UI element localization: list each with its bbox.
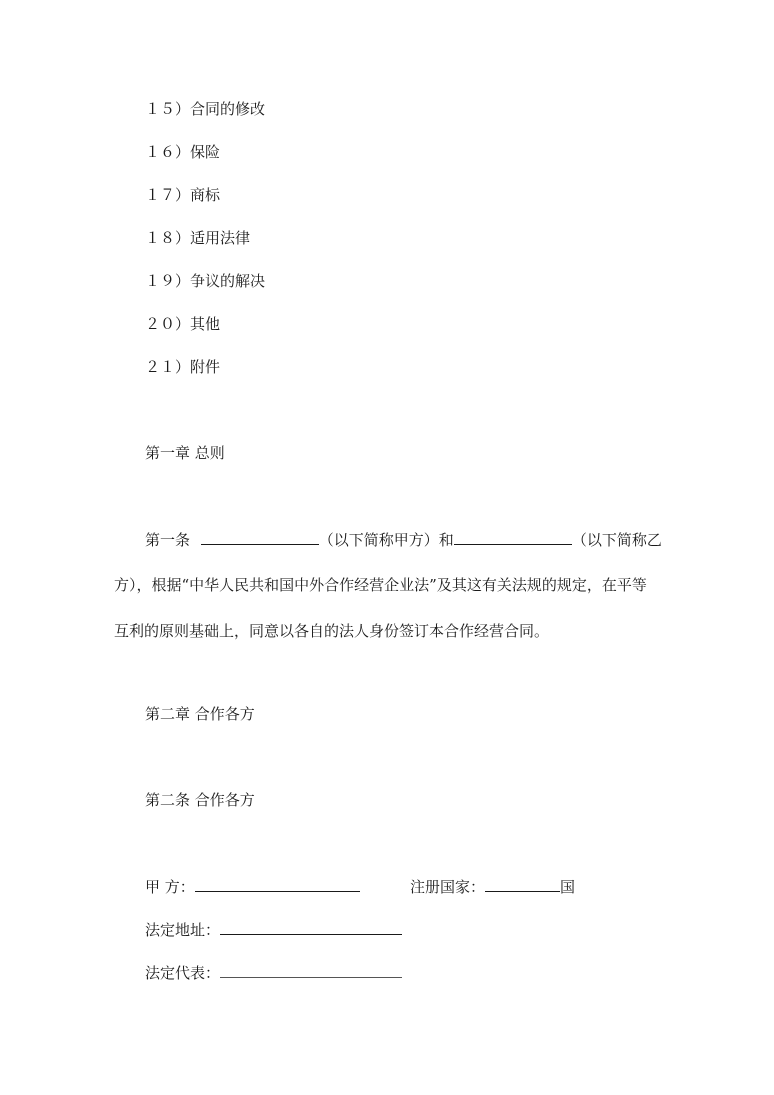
party-a-name-blank[interactable] <box>201 529 319 545</box>
article-1-text-a: （以下简称甲方）和 <box>318 531 454 549</box>
party-b-name-blank[interactable] <box>454 529 572 545</box>
toc-item-18: １８）适用法律 <box>145 229 251 247</box>
article-1-line-3: 互利的原则基础上，同意以各自的法人身份签订本合作经营合同。 <box>114 622 550 640</box>
party-a-country-row <box>410 876 575 897</box>
party-a-label: 甲 方： <box>145 878 195 896</box>
party-a-rep-row <box>145 962 402 983</box>
toc-item-21: ２１）附件 <box>145 358 221 376</box>
rep-blank[interactable] <box>220 962 402 978</box>
rep-label: 法定代表： <box>145 964 221 982</box>
address-label: 法定地址： <box>145 921 221 939</box>
party-a-blank[interactable] <box>195 876 360 892</box>
address-blank[interactable] <box>220 919 402 935</box>
country-blank[interactable] <box>485 876 560 892</box>
article-1-line-2: 方），根据“中华人民共和国中外合作经营企业法”及其这有关法规的规定，在平等 <box>114 576 647 594</box>
chapter-2-title: 第二章 合作各方 <box>145 705 255 723</box>
toc-item-15: １５）合同的修改 <box>145 100 266 118</box>
toc-item-17: １７）商标 <box>145 186 221 204</box>
toc-item-20: ２０）其他 <box>145 315 221 333</box>
party-a-address-row <box>145 919 402 940</box>
article-1-line-1 <box>145 529 662 550</box>
article-1-text-b: （以下简称乙 <box>571 531 662 549</box>
country-suffix: 国 <box>560 878 576 896</box>
party-a-name-row <box>145 876 360 897</box>
chapter-1-title: 第一章 总则 <box>145 444 225 462</box>
article-1-label: 第一条 <box>145 531 191 549</box>
article-2-title: 第二条 合作各方 <box>145 791 255 809</box>
toc-item-16: １６）保险 <box>145 143 221 161</box>
toc-item-19: １９）争议的解决 <box>145 272 266 290</box>
country-label: 注册国家： <box>410 878 486 896</box>
